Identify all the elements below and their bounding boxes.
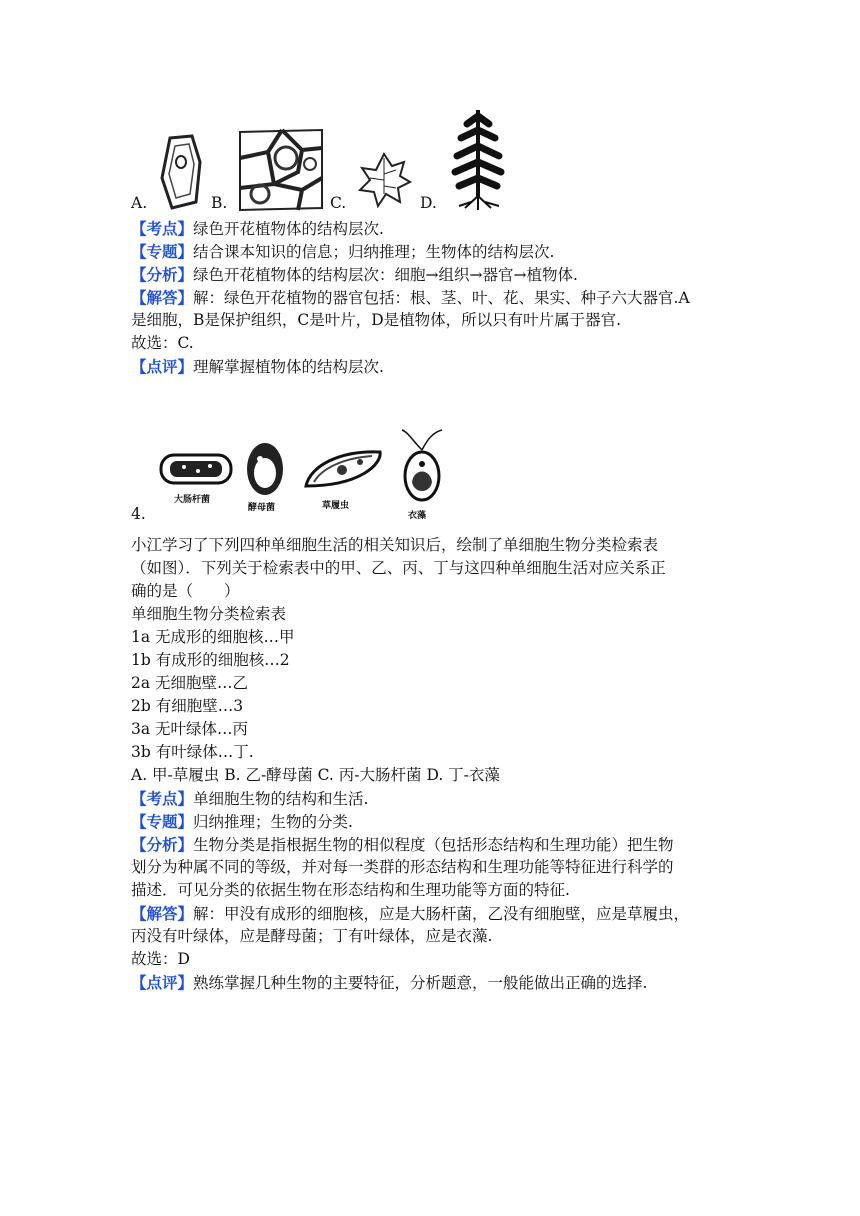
option-c-label: C. (330, 194, 347, 212)
q3-kaodian: 绿色开花植物体的结构层次. (193, 220, 384, 238)
q4-number: 4. (131, 505, 146, 523)
q4-kaodian: 单细胞生物的结构和生活. (193, 790, 369, 808)
fenxi-tag: 【分析】 (131, 835, 194, 854)
q4-key-1a: 1a 无成形的细胞核…甲 (131, 628, 295, 646)
chlamydomonas-caption: 衣藻 (408, 511, 427, 521)
yeast-caption: 酵母菌 (248, 503, 276, 513)
option-a-label: A. (131, 194, 148, 212)
q3-jieda-2: 是细胞，B是保护组织，C是叶片，D是植物体，所以只有叶片属于器官. (131, 311, 622, 329)
q4-stem-2: （如图）．下列关于检索表中的甲、乙、丙、丁与这四种单细胞生活对应关系正 (131, 559, 666, 577)
q4-answer: 故选：D (131, 950, 190, 968)
zhuanti-tag: 【专题】 (131, 242, 194, 261)
q3-fenxi: 绿色开花植物体的结构层次：细胞→组织→器官→植物体. (193, 266, 578, 284)
e-coli-figure (158, 452, 234, 486)
paramecium-figure (300, 446, 386, 494)
q4-fenxi-1: 生物分类是指根据生物的相似程度（包括形态结构和生理功能）把生物 (193, 836, 674, 854)
q3-dianping: 理解掌握植物体的结构层次. (193, 358, 384, 376)
paramecium-caption: 草履虫 (322, 501, 350, 511)
tissue-figure (238, 128, 324, 212)
option-b-label: B. (211, 194, 228, 212)
chlamydomonas-figure (398, 428, 446, 504)
q4-key-1b: 1b 有成形的细胞核…2 (131, 651, 290, 669)
plant-figure (445, 106, 511, 212)
q3-answer: 故选：C. (131, 334, 194, 352)
q4-key-3a: 3a 无叶绿体…丙 (131, 720, 249, 738)
jieda-tag: 【解答】 (131, 904, 194, 923)
q4-fenxi-2: 划分为种属不同的等级，并对每一类群的形态结构和生理功能等特征进行科学的 (131, 858, 674, 876)
q4-jieda-2: 丙没有叶绿体，应是酵母菌；丁有叶绿体，应是衣藻. (131, 927, 493, 945)
option-d-label: D. (420, 194, 437, 212)
q4-choices: A. 甲-草履虫 B. 乙-酵母菌 C. 丙-大肠杆菌 D. 丁-衣藻 (131, 766, 500, 784)
dianping-tag: 【点评】 (131, 357, 194, 376)
jieda-tag: 【解答】 (131, 288, 194, 307)
q4-fenxi-3: 描述．可见分类的依据生物在形态结构和生理功能等方面的特征. (131, 881, 570, 899)
e-coli-caption: 大肠杆菌 (174, 495, 211, 505)
q3-zhuanti: 结合课本知识的信息；归纳推理；生物体的结构层次. (193, 243, 555, 261)
q4-key-2b: 2b 有细胞壁…3 (131, 697, 244, 715)
zhuanti-tag: 【专题】 (131, 812, 194, 831)
q4-key-2a: 2a 无细胞壁…乙 (131, 674, 249, 692)
q4-table-title: 单细胞生物分类检索表 (131, 605, 287, 623)
kaodian-tag: 【考点】 (131, 219, 194, 238)
q3-jieda-1: 解：绿色开花植物的器官包括：根、茎、叶、花、果实、种子六大器官.A (193, 289, 690, 307)
plant-cell-figure (156, 132, 206, 212)
q4-jieda-1: 解：甲没有成形的细胞核，应是大肠杆菌，乙没有细胞壁，应是草履虫， (193, 905, 690, 923)
yeast-figure (244, 440, 286, 498)
q4-stem-1: 小江学习了下列四种单细胞生活的相关知识后，绘制了单细胞生物分类检索表 (131, 536, 659, 554)
fenxi-tag: 【分析】 (131, 265, 194, 284)
q4-dianping: 熟练掌握几种生物的主要特征，分析题意，一般能做出正确的选择. (193, 974, 648, 992)
kaodian-tag: 【考点】 (131, 789, 194, 808)
q4-key-3b: 3b 有叶绿体…丁. (131, 743, 254, 761)
q4-zhuanti: 归纳推理；生物的分类. (193, 813, 353, 831)
q4-stem-3: 确的是（ ） (131, 582, 240, 600)
leaf-figure (356, 150, 412, 210)
dianping-tag: 【点评】 (131, 973, 194, 992)
